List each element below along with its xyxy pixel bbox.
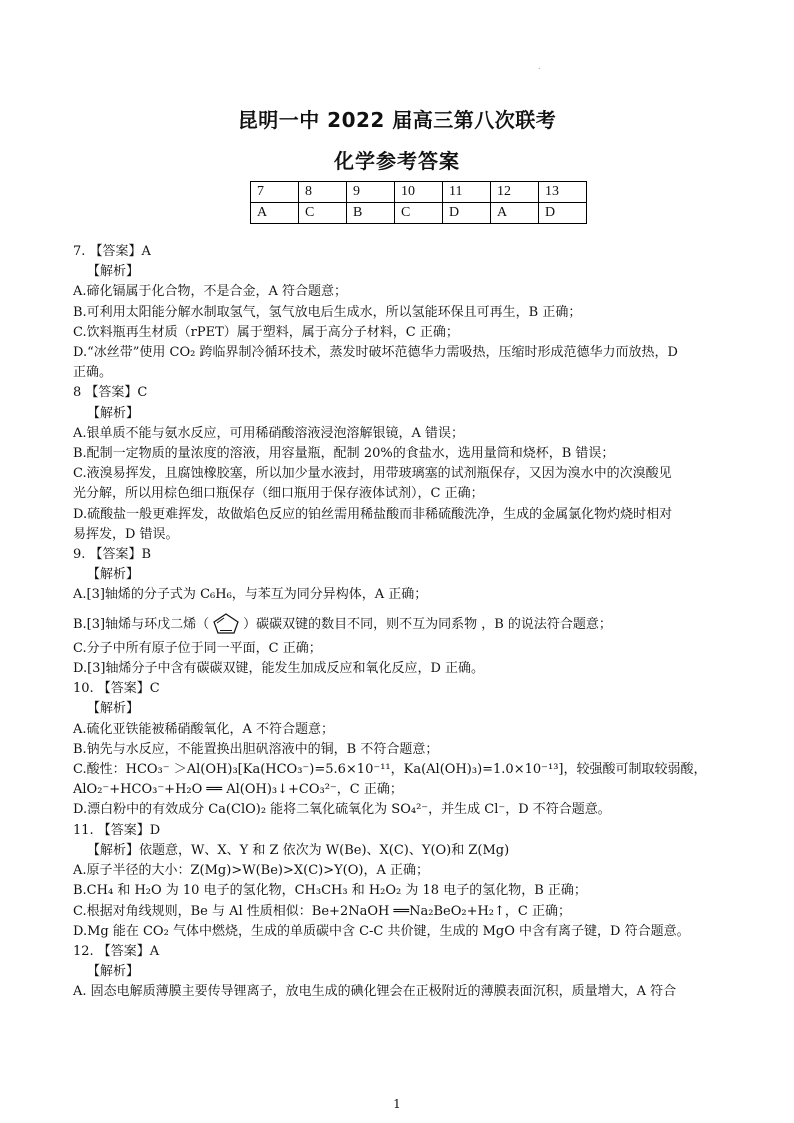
q7-answer: 7. 【答案】A (73, 244, 151, 259)
q8-option-d: D.硫酸盐一般更难挥发，故做焰色反应的铂丝需用稀盐酸而非稀硫酸洗净，生成的金属氯化物灼烧时相对 (73, 506, 673, 522)
q10-option-b: B.钠先与水反应，不能置换出胆矾溶液中的铜，B 不符合题意； (73, 741, 439, 757)
q11-option-d: D.Mg 能在 CO₂ 气体中燃烧，生成的单质碳中含 C-C 共价键，生成的 MgO 中含有离子键，D 符合题意。 (73, 923, 690, 939)
q12-option-a: A. 固态电解质薄膜主要传导锂离子，放电生成的碘化锂会在正极附近的薄膜表面沉积，质量增大，A 符合 (73, 984, 677, 1000)
q8-option-d-cont: 易挥发，D 错误。 (73, 526, 179, 542)
q7-option-b: B.可利用太阳能分解水制取氢气，氢气放电后生成水，所以氢能环保且可再生，B 正确； (73, 304, 582, 320)
answer-explanations (73, 242, 733, 1003)
answer-cell: A (251, 203, 299, 224)
q10-analysis-label: 【解析】 (87, 701, 140, 717)
q9-option-b (73, 612, 733, 635)
q10-option-c-cont: AlO₂⁻+HCO₃⁻+H₂O ══ Al(OH)₃↓+CO₃²⁻，C 正确； (73, 782, 403, 798)
q9-option-b-pre: B.[3]轴烯与环戊二烯（ (73, 616, 210, 632)
q12-answer: 12. 【答案】A (73, 943, 160, 959)
q10-option-a: A.硫化亚铁能被稀硝酸氧化，A 不符合题意； (73, 721, 335, 737)
q7-option-a: A.碲化镉属于化合物，不是合金，A 符合题意； (73, 284, 348, 300)
page-title: 昆明一中 2022 届高三第八次联考 (237, 108, 557, 132)
q8-option-c-cont: 光分解，所以用棕色细口瓶保存（细口瓶用于保存液体试剂），C 正确； (73, 486, 484, 502)
q11-analysis: 【解析】依题意，W、X、Y 和 Z 依次为 W(Be)、X(C)、Y(O)和 Z(Mg) (87, 842, 510, 858)
q7-option-d-cont: 正确。 (73, 365, 113, 381)
q8-option-c: C.液溴易挥发，且腐蚀橡胶塞，所以加少量水液封，用带玻璃塞的试剂瓶保存，又因为溴水中的次溴酸见 (73, 466, 672, 482)
q9-option-d: D.[3]轴烯分子中含有碳碳双键，能发生加成反应和氧化反应，D 正确。 (73, 661, 485, 677)
question-number: 12 (491, 182, 539, 203)
q11-option-a: A.原子半径的大小：Z(Mg)>W(Be)>X(C)>Y(O)，A 正确； (73, 863, 430, 879)
question-number: 7 (251, 182, 299, 203)
q10-answer: 10. 【答案】C (73, 681, 160, 697)
page-subtitle: 化学参考答案 (334, 149, 460, 173)
question-number: 9 (347, 182, 395, 203)
answer-cell: D (443, 203, 491, 224)
q8-option-a: A.银单质不能与氨水反应，可用稀硝酸溶液浸泡溶解银镜，A 错误； (73, 425, 465, 441)
q12-analysis-label: 【解析】 (87, 964, 140, 980)
q7-option-c: C.饮料瓶再生材质（rPET）属于塑料，属于高分子材料，C 正确； (73, 324, 459, 340)
question-number: 11 (443, 182, 491, 203)
q8-answer: 8 【答案】C (73, 385, 148, 401)
q7-analysis-label: 【解析】 (87, 264, 140, 280)
answer-table-numbers-row (251, 182, 587, 203)
q11-option-c: C.根据对角线规则，Be 与 Al 性质相似：Be+2NaOH ══Na₂BeO₂+H₂↑，C 正确； (73, 903, 571, 919)
answer-table-answers-row (251, 203, 587, 224)
q11-answer: 11. 【答案】D (73, 822, 161, 838)
q9-analysis-label: 【解析】 (87, 567, 140, 583)
question-number: 10 (395, 182, 443, 203)
q9-answer: 9. 【答案】B (73, 547, 152, 563)
q9-option-a: A.[3]轴烯的分子式为 C₆H₆，与苯互为同分异构体，A 正确； (73, 587, 428, 603)
q8-option-b: B.配制一定物质的量浓度的溶液，用容量瓶，配制 20%的食盐水，选用量筒和烧杯，B 错误； (73, 446, 615, 462)
answer-cell: C (299, 203, 347, 224)
q10-option-c: C.酸性：HCO₃⁻ ＞Al(OH)₃[Ka(HCO₃⁻)=5.6×10⁻¹¹，Ka(Al(OH)₃)=1.0×10⁻¹³]，较强酸可制取较弱酸， (73, 762, 707, 778)
q11-option-b: B.CH₄ 和 H₂O 为 10 电子的氢化物，CH₃CH₃ 和 H₂O₂ 为 18 电子的氢化物，B 正确； (73, 883, 587, 899)
answer-table (250, 181, 587, 224)
q8-analysis-label: 【解析】 (87, 405, 140, 421)
page-dot: . (538, 62, 541, 71)
question-number: 13 (539, 182, 587, 203)
answer-cell: D (539, 203, 587, 224)
q9-option-c: C.分子中所有原子位于同一平面，C 正确； (73, 640, 322, 656)
answer-cell: A (491, 203, 539, 224)
answer-cell: C (395, 203, 443, 224)
q9-option-b-post: ）碳碳双键的数目不同，则不互为同系物 ，B 的说法符合题意； (243, 616, 612, 632)
cyclopentadiene-structure-icon (209, 612, 243, 634)
q10-option-d: D.漂白粉中的有效成分 Ca(ClO)₂ 能将二氧化硫氧化为 SO₄²⁻，并生成 Cl⁻，D 不符合题意。 (73, 802, 611, 818)
answer-cell: B (347, 203, 395, 224)
page-number: 1 (393, 1097, 401, 1111)
question-number: 8 (299, 182, 347, 203)
q7-option-d: D.“冰丝带”使用 CO₂ 跨临界制冷循环技术，蒸发时破坏范德华力需吸热，压缩时形成范德华力而放热，D (73, 345, 678, 361)
